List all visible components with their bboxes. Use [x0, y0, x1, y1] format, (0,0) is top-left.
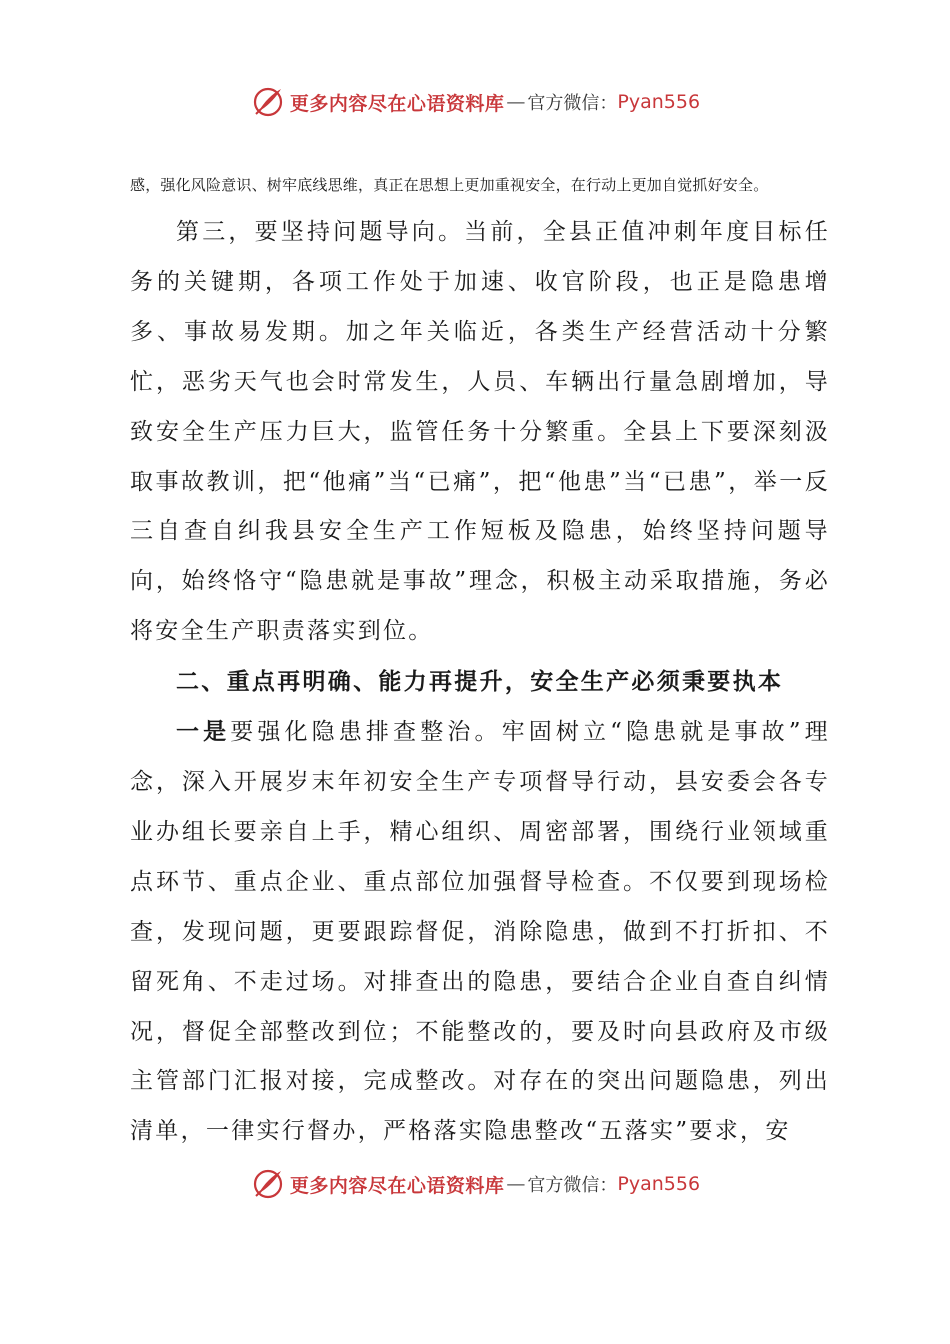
banner-wechat-label: 官方微信：	[527, 93, 618, 114]
footer-watermark-banner	[0, 1162, 950, 1206]
quill-logo-icon	[250, 1166, 286, 1202]
paragraph-body: 要强化隐患排查整治。牢固树立“隐患就是事故”理念，深入开展岁末年初安全生产专项督导行动，县安委会各专业办组长要亲自上手，精心组织、周密部署，围绕行业领域重点环节、重点企业、重点部位加强督导检查。不仅要到现场检查，发现问题，更要跟踪督促，消除隐患，做到不打折扣、不留死角、不走过场。对排查出的隐患，要结合企业自查自纠情况，督促全部整改到位；不能整改的，要及时向县政府及市级主管部门汇报对接，完成整改。对存在的突出问题隐患，列出清单，一律实行督办，严格落实隐患整改“五落实”要求，安	[130, 719, 830, 1145]
banner-wechat-id: Pyan556	[617, 91, 701, 113]
banner-wechat-id: Pyan556	[617, 1173, 701, 1195]
quill-logo-icon	[250, 84, 286, 120]
paragraph-third-point: 第三，要坚持问题导向。当前，全县正值冲刺年度目标任务的关键期，各项工作处于加速、收官阶段，也正是隐患增多、事故易发期。加之年关临近，各类生产经营活动十分繁忙，恶劣天气也会时常发生，人员、车辆出行量急剧增加，导致安全生产压力巨大，监管任务十分繁重。全县上下要深刻汲取事故教训，把“他痛”当“已痛”，把“他患”当“已患”，举一反三自查自纠我县安全生产工作短板及隐患，始终坚持问题导向，始终恪守“隐患就是事故”理念，积极主动采取措施，务必将安全生产职责落实到位。	[130, 219, 830, 645]
banner-separator: —	[506, 91, 526, 113]
continued-line: 感，强化风险意识、树牢底线思维，真正在思想上更加重视安全，在行动上更加自觉抓好安全。	[130, 176, 769, 194]
banner-separator: —	[506, 1173, 526, 1195]
banner-wechat-label: 官方微信：	[527, 1175, 618, 1196]
banner-brand-text: 更多内容尽在心语资料库	[289, 1174, 505, 1197]
header-watermark-banner	[0, 80, 950, 124]
section-heading: 二、重点再明确、能力再提升，安全生产必须秉要执本	[176, 668, 784, 696]
document-body	[130, 170, 830, 1157]
paragraph-lead: 一是	[176, 718, 231, 746]
banner-brand-text: 更多内容尽在心语资料库	[289, 92, 505, 115]
paragraph-first-point	[130, 707, 830, 1157]
